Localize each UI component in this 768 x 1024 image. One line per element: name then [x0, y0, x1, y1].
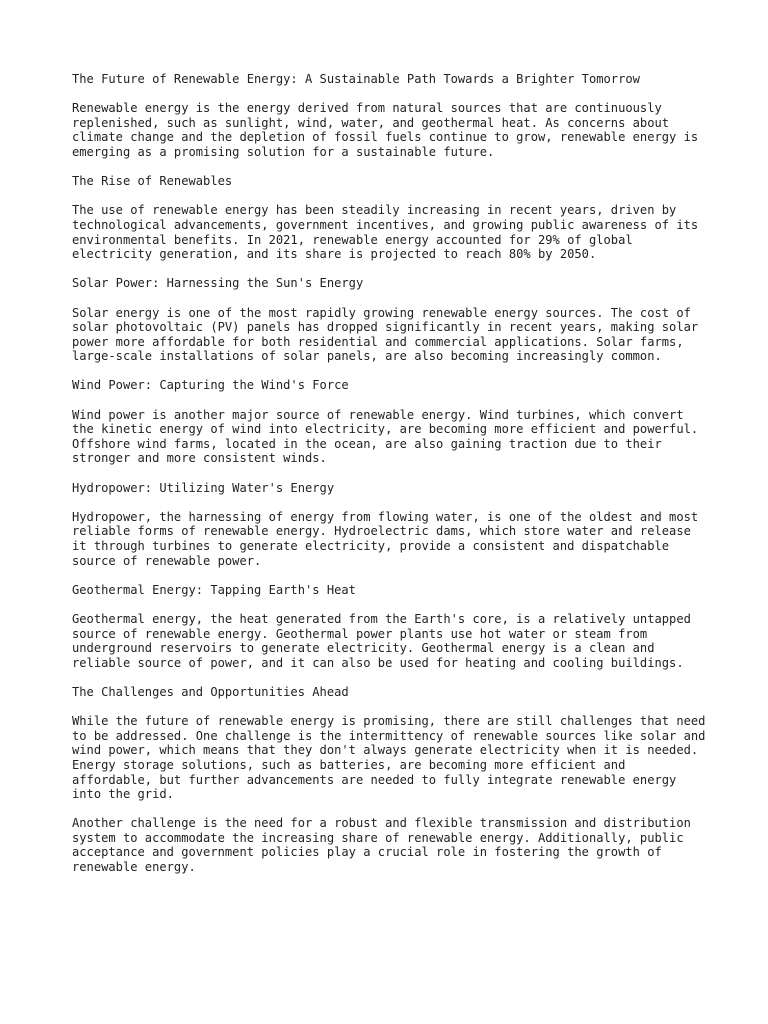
paragraph-geothermal: Geothermal energy, the heat generated from the Earth's core, is a relatively untapped source of renewable energy. Geothermal power plants use hot water or steam from underground reservoirs to generate electricity. Geothermal energy is a clean and reliable source of power, and it can also be used for heating and cooling buildings. [72, 611, 691, 670]
section-heading-rise-of-renewables: The Rise of Renewables [72, 174, 233, 189]
paragraph-wind-power: Wind power is another major source of renewable energy. Wind turbines, which convert the kinetic energy of wind into electricity, are becoming more efficient and powerful. Offshore wind farms, located in the ocean, are also gaining traction due to their stronger and more consistent winds. [72, 407, 699, 466]
section-heading-challenges: The Challenges and Opportunities Ahead [72, 684, 349, 699]
paragraph-hydropower: Hydropower, the harnessing of energy from flowing water, is one of the oldest and most reliable forms of renewable energy. Hydroelectric dams, which store water and release it through turbines to generate electricity, provide a consistent and dispatchable source of renewable power. [72, 509, 699, 568]
section-heading-geothermal: Geothermal Energy: Tapping Earth's Heat [72, 582, 356, 597]
section-heading-solar-power: Solar Power: Harnessing the Sun's Energy [72, 276, 364, 291]
paragraph-rise-of-renewables: The use of renewable energy has been steadily increasing in recent years, driven by technological advancements, government incentives, and growing public awareness of its environmental benefits. In 2021, renewable energy accounted for 29% of global electricity generation, and its share is projected to reach 80% by 2050. [72, 203, 699, 262]
paragraph-solar-power: Solar energy is one of the most rapidly growing renewable energy sources. The cost of solar photovoltaic (PV) panels has dropped significantly in recent years, making solar power more affordable for both residential and commercial applications. Solar farms, large-scale installations of solar panels, are also becoming increasingly common. [72, 305, 699, 364]
section-heading-wind-power: Wind Power: Capturing the Wind's Force [72, 378, 349, 393]
document-page [72, 72, 712, 889]
intro-paragraph: Renewable energy is the energy derived from natural sources that are continuously replenished, such as sunlight, wind, water, and geothermal heat. As concerns about climate change and the depletion of fossil fuels continue to grow, renewable energy is emerging as a promising solution for a sustainable future. [72, 101, 699, 159]
paragraph-challenges-2: Another challenge is the need for a robust and flexible transmission and distribution system to accommodate the increasing share of renewable energy. Additionally, public acceptance and government policies play a crucial role in fostering the growth of renewable energy. [72, 816, 691, 875]
document-title: The Future of Renewable Energy: A Sustainable Path Towards a Brighter Tomorrow [72, 72, 640, 86]
section-heading-hydropower: Hydropower: Utilizing Water's Energy [72, 480, 335, 495]
paragraph-challenges-1: While the future of renewable energy is promising, there are still challenges that need to be addressed. One challenge is the intermittency of renewable sources like solar and wind power, which means that they don't always generate electricity when it is needed. Energy storage solutions, such as batteries, are becoming more efficient and affordable, but further advancements are needed to fully integrate renewable energy into the grid. [72, 714, 706, 802]
